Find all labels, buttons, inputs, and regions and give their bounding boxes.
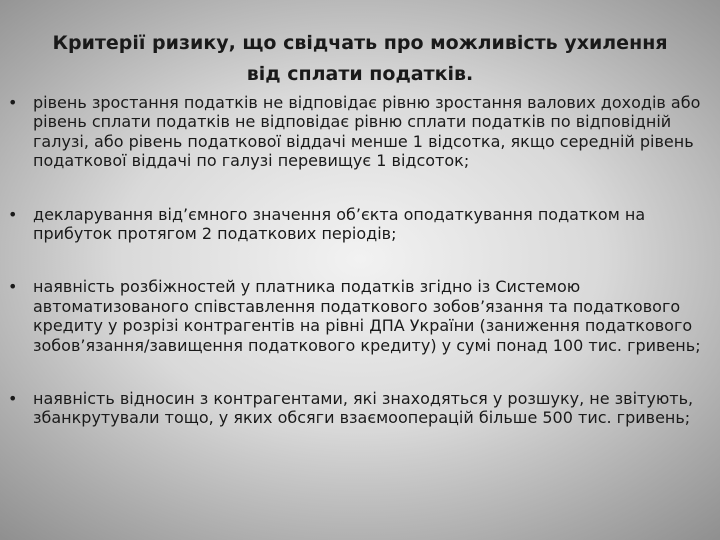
slide-title: Критерії ризику, що свідчать про можливість ухилення від сплати податків. [52, 32, 668, 85]
bullet-icon: • [8, 389, 18, 409]
list-item-text: наявність відносин з контрагентами, які знаходяться у розшуку, не звітують, збанкрутували тощо, у яких обсяги взаємооперацій більше 500 тис. гривень; [33, 389, 694, 428]
list-item [8, 93, 712, 171]
criteria-list [8, 93, 712, 428]
bullet-icon: • [8, 277, 18, 297]
list-item [8, 277, 712, 355]
list-item-text: наявність розбіжностей у платника податків згідно із Системою автоматизованого співставлення податкового зобов’язання та податкового кредиту у розрізі контрагентів на рівні ДПА України (заниження податкового зобов’язання/завищення податкового кредиту) у сумі понад 100 тис. гривень; [33, 277, 701, 355]
bullet-icon: • [8, 93, 18, 112]
list-item [8, 389, 712, 428]
bullet-icon: • [8, 204, 18, 224]
list-item-text: рівень зростання податків не відповідає рівню зростання валових доходів або рівень сплати податків не відповідає рівню сплати податків по відповідній галузі, або рівень податкової віддачі менше 1 відсотка, якщо середній рівень податкової віддачі по галузі перевищує 1 відсоток; [33, 93, 701, 171]
list-item-text: декларування від’ємного значення об’єкта оподаткування податком на прибуток протягом 2 податкових періодів; [33, 204, 646, 244]
list-item [8, 205, 712, 244]
